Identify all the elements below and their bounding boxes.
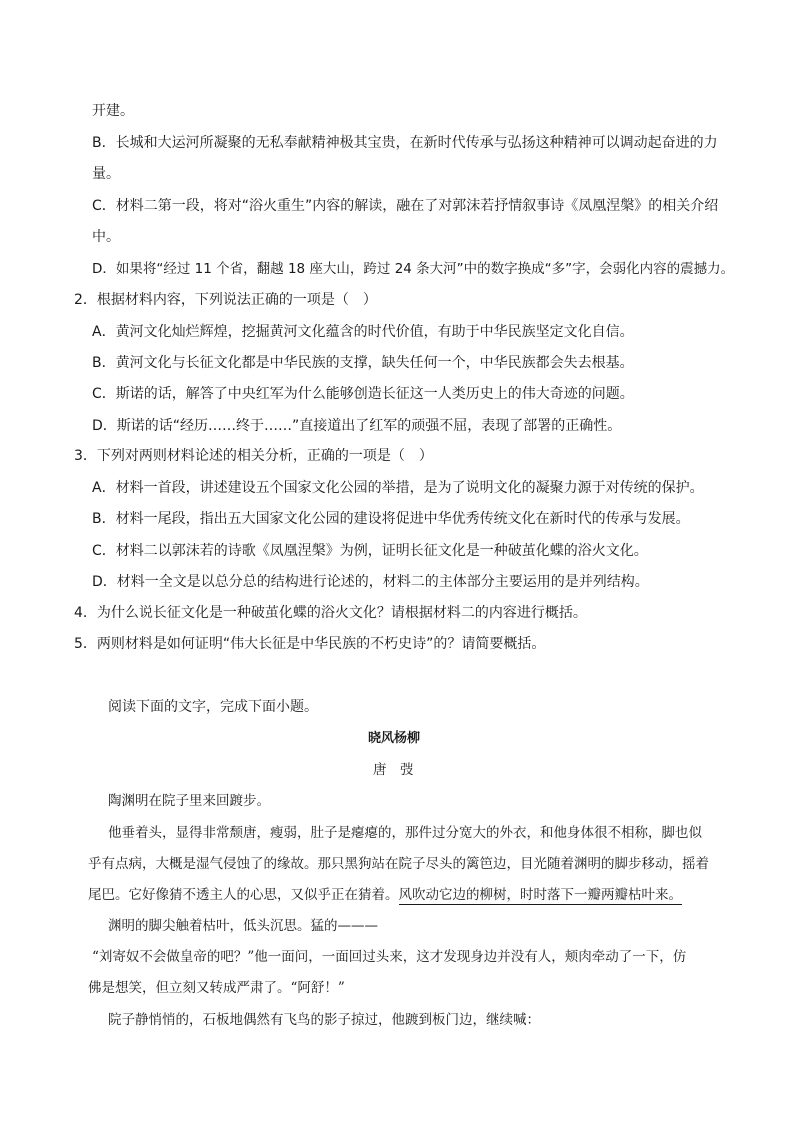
answer-option-d: D．斯诺的话“经历……终于……”直接道出了红军的顽强不屈，表现了部署的正确性。 [92,418,622,434]
answer-option-c: C．材料二以郭沫若的诗歌《凤凰涅槃》为例，证明长征文化是一种破茧化蝶的浴火文化。 [92,543,648,559]
passage-title: 晓风杨柳 [368,731,421,746]
passage-line: 乎有点病，大概是湿气侵蚀了的缘故。那只黑狗站在院子尽头的篱笆边，目光随着渊明的脚步移动，摇着 [88,856,709,872]
answer-option-continuation: 量。 [92,166,120,182]
passage-paragraph: 院子静悄悄的，石板地偶然有飞鸟的影子掠过，他踱到板门边，继续喊： [108,1012,540,1028]
passage-author: 唐 弢 [373,762,414,778]
answer-option-continuation: 中。 [92,229,120,245]
passage-paragraph: 陶渊明在院子里来回踱步。 [108,793,270,809]
answer-option-b: B．黄河文化与长征文化都是中华民族的支撑，缺失任何一个，中华民族都会失去根基。 [92,355,634,371]
question-5: 5．两则材料是如何证明“伟大长征是中华民族的不朽史诗”的？请简要概括。 [74,636,546,652]
answer-option-b: B．长城和大运河所凝聚的无私奉献精神极其宝贵，在新时代传承与弘扬这种精神可以调动起奋进的力 [92,135,718,151]
passage-paragraph: 他垂着头，显得非常颓唐，瘦弱，肚子是瘪瘪的，那件过分宽大的外衣，和他身体很不相称，脚也似 [108,825,702,841]
passage-line: 佛是想笑，但立刻又转成严肃了。“阿舒！” [88,980,345,996]
passage-paragraph: 渊明的脚尖触着枯叶，低头沉思。猛的——— [108,918,378,934]
answer-option-a: A．材料一首段，讲述建设五个国家文化公园的举措，是为了说明文化的凝聚力源于对传统的保护。 [92,480,704,496]
answer-option-d: D．材料一全文是以总分总的结构进行论述的，材料二的主体部分主要运用的是并列结构。 [92,574,649,590]
answer-option-d: D．如果将“经过 11 个省，翻越 18 座大山，跨过 24 条大河”中的数字换成“多”字，会弱化内容的震撼力。 [92,261,735,277]
question-2: 2．根据材料内容，下列说法正确的一项是（ ） [74,292,377,308]
answer-option-c: C．材料二第一段，将对“浴火重生”内容的解读，融在了对郭沫若抒情叙事诗《凤凰涅槃》的相关介绍 [92,198,719,214]
question-3: 3．下列对两则材料论述的相关分析，正确的一项是（ ） [74,448,433,464]
answer-option-b: B．材料一尾段，指出五大国家文化公园的建设将促进中华优秀传统文化在新时代的传承与发展。 [92,511,690,527]
passage-paragraph: “刘寄奴不会做皇帝的吧？”他一面问，一面回过头来，这才发现身边并没有人，颊肉牵动了一下，仿 [92,949,687,965]
underlined-sentence: 风吹动它边的柳树，时时落下一瓣两瓣枯叶来。 [398,887,682,903]
passage-text: 尾巴。它好像猜不透主人的心思，又似乎正在猜着。 [88,887,399,903]
answer-option-continuation: 开建。 [92,103,134,119]
question-4: 4．为什么说长征文化是一种破茧化蝶的浴火文化？请根据材料二的内容进行概括。 [74,605,587,621]
passage-line [88,885,682,905]
reading-instruction: 阅读下面的文字，完成下面小题。 [108,699,318,715]
answer-option-a: A．黄河文化灿烂辉煌，挖掘黄河文化蕴含的时代价值，有助于中华民族坚定文化自信。 [92,324,634,340]
answer-option-c: C．斯诺的话，解答了中央红军为什么能够创造长征这一人类历史上的伟大奇迹的问题。 [92,386,634,402]
